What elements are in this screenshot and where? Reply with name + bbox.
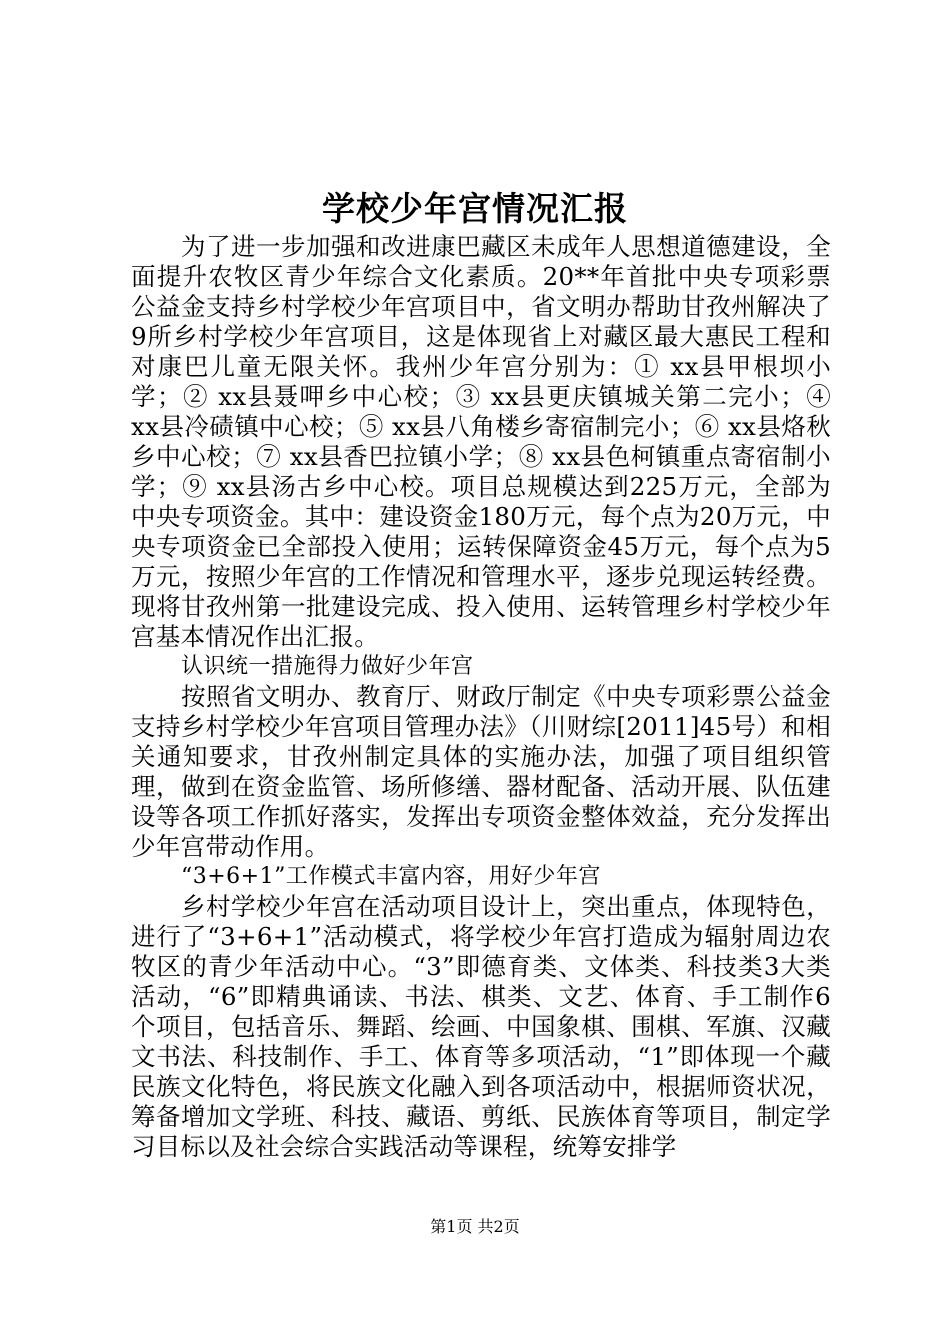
document-title: 学校少年宫情况汇报 [322,189,628,228]
section-heading-1: 认识统一措施得力做好少年宫 [181,654,474,679]
section-1-paragraph: 按照省文明办、教育厅、财政厅制定《中央专项彩票公益金支持乡村学校少年宫项目管理办法》（川财综[2011]45号）和相关通知要求，甘孜州制定具体的实施办法，加强了项目组织管理，做到在资金监管、场所修缮、器材配备、活动开展、队伍建设等各项工作抓好落实，发挥出专项资金整体效益，充分发挥出少年宫带动作用。 [131,682,831,861]
page-footer: 第1页 共2页 [430,1217,520,1236]
section-heading-2: “3+6+1”工作模式丰富内容，用好少年宫 [181,864,601,889]
section-2-paragraph: 乡村学校少年宫在活动项目设计上，突出重点，体现特色，进行了“3+6+1”活动模式，将学校少年宫打造成为辐射周边农牧区的青少年活动中心。“3”即德育类、文体类、科技类3大类活动，“6”即精典诵读、书法、棋类、文艺、体育、手工制作6个项目，包括音乐、舞蹈、绘画、中国象棋、围棋、军旗、汉藏文书法、科技制作、手工、体育等多项活动，“1”即体现一个藏民族文化特色，将民族文化融入到各项活动中，根据师资状况，筹备增加文学班、科技、藏语、剪纸、民族体育等项目，制定学习目标以及社会综合实践活动等课程，统筹安排学 [131,892,831,1161]
intro-paragraph: 为了进一步加强和改进康巴藏区未成年人思想道德建设，全面提升农牧区青少年综合文化素质。20**年首批中央专项彩票公益金支持乡村学校少年宫项目中，省文明办帮助甘孜州解决了9所乡村学校少年宫项目，这是体现省上对藏区最大惠民工程和对康巴儿童无限关怀。我州少年宫分别为：① xx县甲根坝小学；② xx县聂呷乡中心校；③ xx县更庆镇城关第二完小；④ xx县冷碛镇中心校；⑤ xx县八角楼乡寄宿制完小；⑥ xx县烙秋乡中心校；⑦ xx县香巴拉镇小学；⑧ xx县色柯镇重点寄宿制小学；⑨ xx县汤古乡中心校。项目总规模达到225万元，全部为中央专项资金。其中：建设资金180万元，每个点为20万元，中央专项资金已全部投入使用；运转保障资金45万元，每个点为5万元，按照少年宫的工作情况和管理水平，逐步兑现运转经费。现将甘孜州第一批建设完成、投入使用、运转管理乡村学校少年宫基本情况作出汇报。 [131,232,831,651]
document-body [131,232,831,1162]
